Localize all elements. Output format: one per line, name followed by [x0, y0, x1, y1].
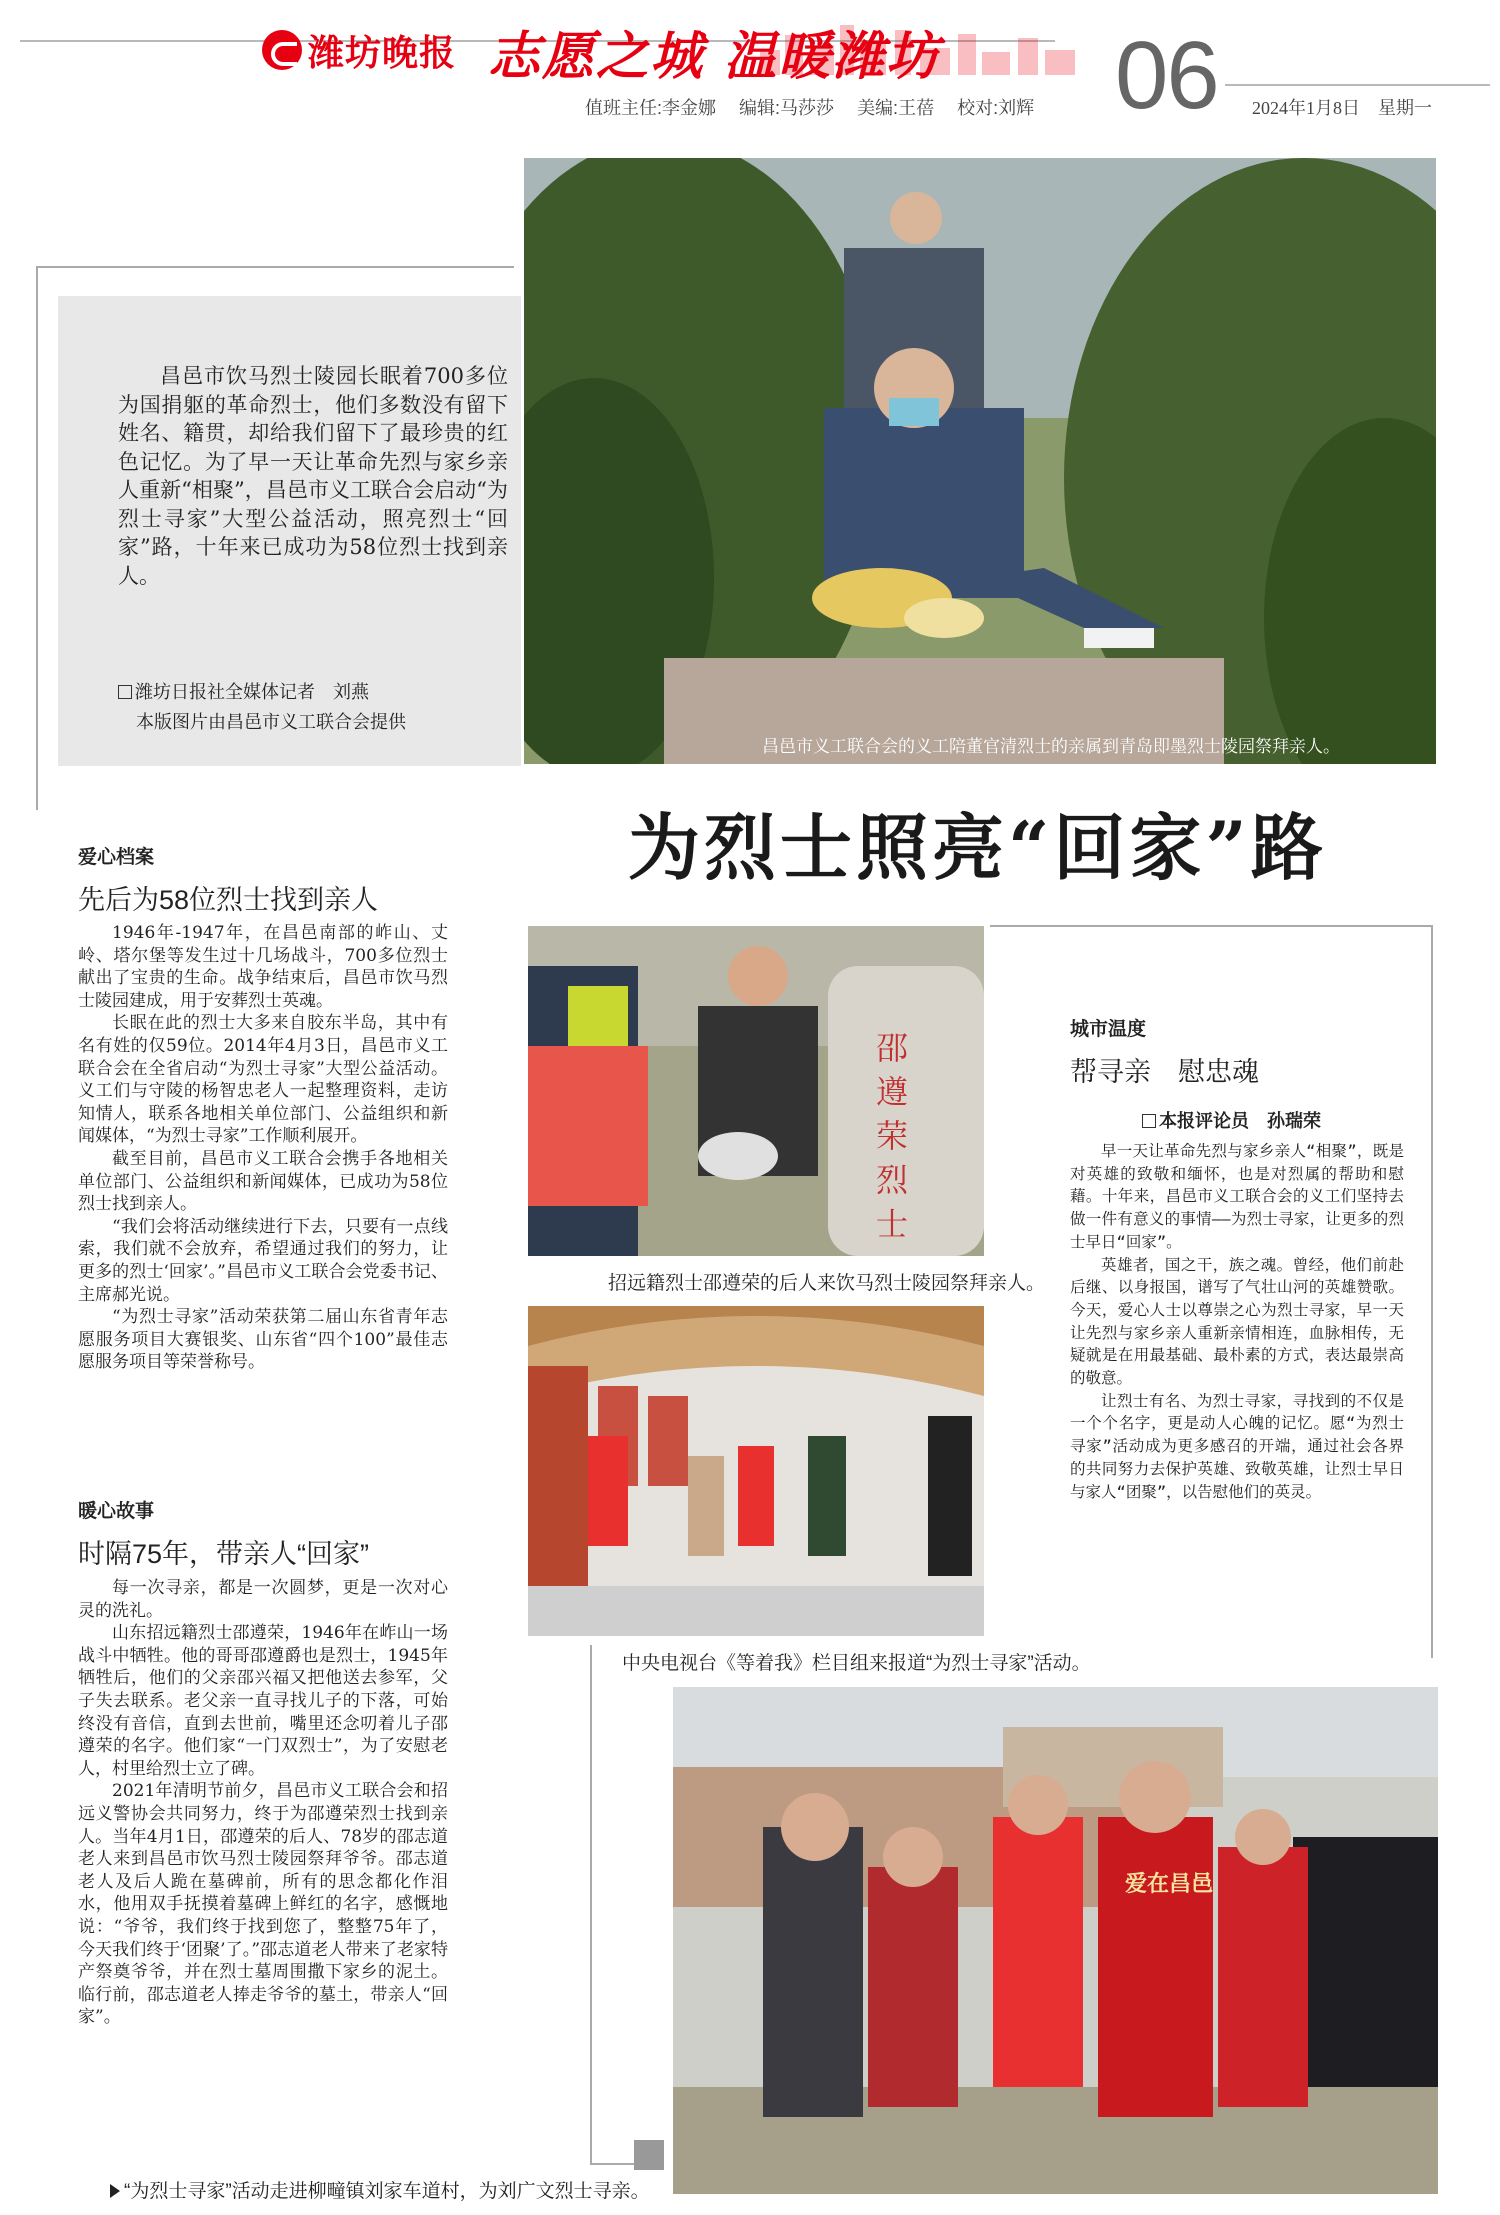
staff-list	[585, 94, 1052, 120]
frame-line-right	[1431, 925, 1433, 1658]
column-title: 志愿之城 温暖潍坊	[488, 26, 941, 87]
article1-paragraph: “我们会将活动继续进行下去，只要有一点线索，我们就不会放弃，希望通过我们的努力，让更多的烈士‘回家’。”昌邑市义工联合会党委书记、主席郝光说。	[78, 1216, 448, 1305]
staff-editor: 编辑:马莎莎	[739, 98, 835, 118]
article1-paragraph: 长眠在此的烈士大多来自胶东半岛，其中有名有姓的仅59位。2014年4月3日，昌邑市义工联合会在全省启动“为烈士寻家”大型公益活动。义工们与守陵的杨智忠老人一起整理资料，走访知情人，联系各地相关单位部门、公益组织和新闻媒体，“为烈士寻家”工作顺利展开。	[78, 1013, 448, 1147]
square-icon	[1142, 1114, 1156, 1128]
frame-line-top	[36, 266, 514, 268]
article1-label: 爱心档案	[78, 846, 155, 868]
staff-duty-editor: 值班主任:李金娜	[585, 98, 717, 118]
cctv-photo-image	[528, 1306, 984, 1636]
article2-paragraph: 山东招远籍烈士邵遵荣，1946年在岞山一场战斗中牺牲。他的哥哥邵遵爵也是烈士，1945年牺牲后，他们的父亲邵兴福又把他送去参军，父子失去联系。老父亲一直寻找儿子的下落，可始终没有音信，直到去世前，嘴里还念叨着儿子邵遵荣的名字。他们家“一门双烈士”，为了安慰老人，村里给烈士立了碑。	[78, 1623, 448, 1779]
cctv-photo	[528, 1306, 984, 1636]
article3-body	[1070, 1140, 1404, 1503]
article1-title: 先后为58位烈士找到亲人	[78, 885, 379, 915]
page-number: 06	[1115, 22, 1218, 129]
article1-paragraph: “为烈士寻家”活动荣获第二届山东省青年志愿服务项目大赛银奖、山东省“四个100”最佳志愿服务项目等荣誉称号。	[78, 1307, 448, 1373]
logo-icon	[262, 30, 302, 70]
article2-paragraph: 2021年清明节前夕，昌邑市义工联合会和招远义警协会共同努力，终于为邵遵荣烈士找到亲人。当年4月1日，邵遵荣的后人、78岁的邵志道老人来到昌邑市饮马烈士陵园祭拜爷爷。邵志道老人及后人跪在墓碑前，所有的思念都化作泪水，他用双手抚摸着墓碑上鲜红的名字，感慨地说：“爷爷，我们终于找到您了，整整75年了，今天我们终于‘团聚’了。”邵志道老人带来了老家特产祭奠爷爷，并在烈士墓周围撒下家乡的泥土。临行前，邵志道老人捧走爷爷的墓土，带亲人“回家”。	[78, 1781, 448, 2028]
article2-title: 时隔75年，带亲人“回家”	[78, 1539, 370, 1569]
bottom-photo-caption: “为烈士寻家”活动走进柳疃镇刘家车道村，为刘广文烈士寻亲。	[110, 2176, 650, 2203]
top-photo	[524, 158, 1436, 764]
article3-title: 帮寻亲 慰忠魂	[1070, 1057, 1259, 1087]
top-photo-image	[524, 158, 1436, 764]
intro-text: 昌邑市饮马烈士陵园长眠着700多位为国捐躯的革命烈士，他们多数没有留下姓名、籍贯，却给我们留下了最珍贵的红色记忆。为了早一天让革命先烈与家乡亲人重新“相聚”，昌邑市义工联合会启动“为烈士寻家”大型公益活动，照亮烈士“回家”路，十年来已成功为58位烈士找到亲人。	[118, 364, 508, 588]
square-icon	[118, 685, 132, 699]
tombstone-photo	[528, 926, 984, 1256]
article3-paragraph: 英雄者，国之干，族之魂。曾经，他们前赴后继、以身报国，谱写了气壮山河的英雄赞歌。今天，爱心人士以尊崇之心为烈士寻家，早一天让先烈与家乡亲人重新亲情相连，血脉相传，无疑就是在用最基础、最朴素的方式，表达最崇高的敬意。	[1070, 1255, 1404, 1388]
article2-paragraph: 每一次寻亲，都是一次圆梦，更是一次对心灵的洗礼。	[78, 1578, 448, 1621]
tombstone-inscription: 邵遵荣烈士	[876, 1029, 909, 1243]
corner-square-decoration	[634, 2140, 664, 2170]
bottom-photo-image	[673, 1687, 1438, 2194]
staff-designer: 美编:王蓓	[857, 98, 935, 118]
article2-body	[78, 1577, 448, 2029]
bottom-photo	[673, 1687, 1438, 2194]
article3-paragraph: 早一天让革命先烈与家乡亲人“相聚”，既是对英雄的致敬和缅怀，也是对烈属的帮助和慰藉。十年来，昌邑市义工联合会的义工们坚持去做一件有意义的事情——为烈士寻家，让更多的烈士早日“回家”。	[1070, 1142, 1404, 1251]
reporter-credit: 潍坊日报社全媒体记者 刘燕	[118, 678, 369, 704]
article1-body	[78, 922, 448, 1374]
article1-paragraph: 截至目前，昌邑市义工联合会携手各地相关单位部门、公益组织和新闻媒体，已成功为58位烈士找到亲人。	[78, 1148, 448, 1215]
frame-line-left	[36, 266, 38, 810]
intro-box	[58, 296, 521, 766]
article3-paragraph: 让烈士有名、为烈士寻家，寻找到的不仅是一个个名字，更是动人心魄的记忆。愿“为烈士寻家”活动成为更多感召的开端，通过社会各界的共同努力去保护英雄、致敬英雄，让烈士早日与家人“团聚”，以告慰他们的英灵。	[1070, 1391, 1404, 1501]
article1-paragraph: 1946年-1947年，在昌邑南部的岞山、丈岭、塔尔堡等发生过十几场战斗，700多位烈士献出了宝贵的生命。战争结束后，昌邑市饮马烈士陵园建成，用于安葬烈士英魂。	[78, 923, 448, 1011]
tombstone-photo-caption: 招远籍烈士邵遵荣的后人来饮马烈士陵园祭拜亲人。	[608, 1273, 1046, 1294]
paper-logo	[262, 25, 482, 75]
photo-credit: 本版图片由昌邑市义工联合会提供	[136, 712, 406, 733]
top-photo-caption: 昌邑市义工联合会的义工陪董官清烈士的亲属到青岛即墨烈士陵园祭拜亲人。	[762, 737, 1340, 756]
paper-name: 潍坊晚报	[308, 31, 457, 74]
article2-label: 暖心故事	[78, 1500, 155, 1522]
staff-proofreader: 校对:刘辉	[957, 98, 1035, 118]
frame-line-right-top	[990, 925, 1433, 927]
article3-label: 城市温度	[1070, 1018, 1147, 1040]
issue-date: 2024年1月8日 星期一	[1252, 98, 1432, 118]
masthead-rule-right	[1225, 84, 1490, 86]
frame-line-bottom-left	[590, 1645, 592, 2165]
headline: 为烈士照亮“回家”路	[628, 805, 1327, 890]
triangle-bullet-icon	[110, 2184, 120, 2198]
article3-byline: 本报评论员 孙瑞荣	[1142, 1107, 1321, 1133]
cctv-photo-caption: 中央电视台《等着我》栏目组来报道“为烈士寻家”活动。	[622, 1653, 1091, 1674]
vest-lettering: 爱在昌邑	[1125, 1871, 1214, 1897]
